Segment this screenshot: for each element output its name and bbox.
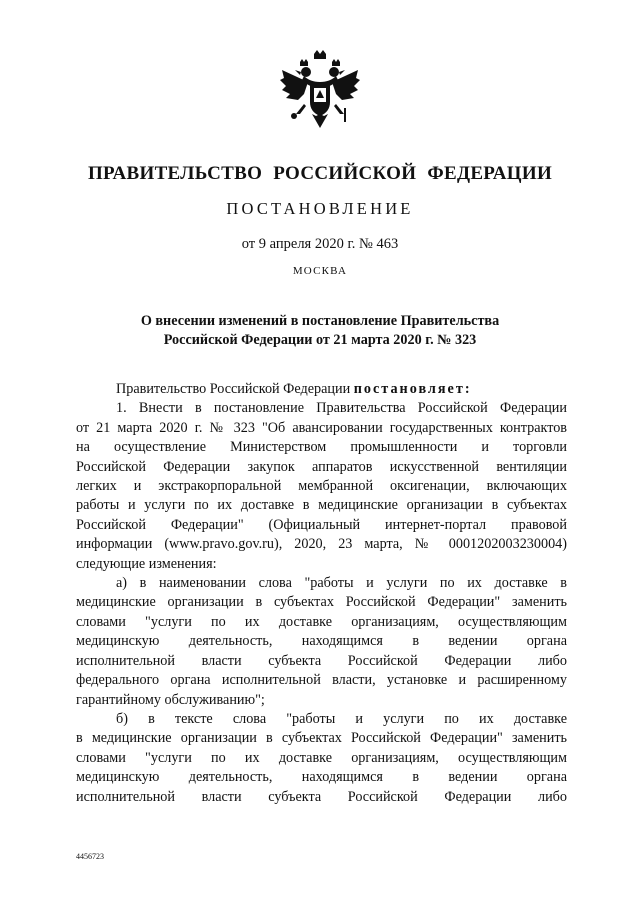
paragraph-line: медицинские организации в субъектах Российской Федерации" заменить xyxy=(76,594,567,611)
intro-text: Правительство Российской Федерации xyxy=(116,381,354,397)
paragraph-line: 1. Внести в постановление Правительства Российской Федерации xyxy=(116,400,567,417)
date-and-number: от 9 апреля 2020 г. № 463 xyxy=(241,236,399,252)
paragraph-line: а) в наименовании слова "работы и услуги по их доставке в xyxy=(116,575,567,592)
paragraph-line: федерального органа исполнительной власти, установке и расширенному xyxy=(76,672,567,689)
paragraph-line: Российской Федерации закупок аппаратов искусственной вентиляции xyxy=(76,458,567,475)
paragraph-line: б) в тексте слова "работы и услуги по их доставке xyxy=(116,710,567,727)
document-code: 4456723 xyxy=(76,852,104,861)
paragraph-line: словами "услуги по их доставке организациям, осуществляющим xyxy=(76,749,567,766)
paragraph-line: от 21 марта 2020 г. № 323 "Об авансировании государственных контрактов xyxy=(76,419,567,436)
document-body xyxy=(76,380,567,807)
paragraph-line: исполнительной власти субъекта Российской Федерации либо xyxy=(76,652,567,669)
paragraph-line: на осуществление Министерством промышленности и торговли xyxy=(76,439,567,456)
paragraph-line: следующие изменения: xyxy=(76,555,217,572)
paragraph-line: исполнительной власти субъекта Российской Федерации либо xyxy=(76,788,567,805)
double-headed-eagle-emblem-icon xyxy=(274,48,366,140)
document-subject xyxy=(0,312,640,350)
subject-line: О внесении изменений в постановление Правительства xyxy=(140,313,500,329)
paragraph-line: информации (www.pravo.gov.ru), 2020, 23 марта, № 0001202003230004) xyxy=(76,536,567,553)
paragraph-line: в медицинские организации в субъектах Российской Федерации" заменить xyxy=(76,730,567,747)
paragraph-line: работы и услуги по их доставке в медицинские организации в субъектах xyxy=(76,497,567,514)
paragraph-line: Российской Федерации" (Официальный интернет-портал правовой xyxy=(76,516,567,533)
intro-paragraph xyxy=(76,380,567,399)
intro-keyword: постановляет: xyxy=(353,381,472,397)
paragraph-line: медицинскую деятельность, находящимся в ведении органа xyxy=(76,633,567,650)
paragraph-line: словами "услуги по их доставке организациям, осуществляющим xyxy=(76,613,567,630)
paragraph-line: медицинскую деятельность, находящимся в ведении органа xyxy=(76,769,567,786)
paragraph-line: легких и экстракорпоральной мембранной оксигенации, включающих xyxy=(76,478,567,495)
paragraph-line: гарантийному обслуживанию"; xyxy=(76,691,265,708)
city-name: МОСКВА xyxy=(292,265,348,277)
document-type: ПОСТАНОВЛЕНИЕ xyxy=(226,199,414,218)
subject-line: Российской Федерации от 21 марта 2020 г. № 323 xyxy=(163,332,477,348)
government-title: ПРАВИТЕЛЬСТВО РОССИЙСКОЙ ФЕДЕРАЦИИ xyxy=(87,163,553,184)
